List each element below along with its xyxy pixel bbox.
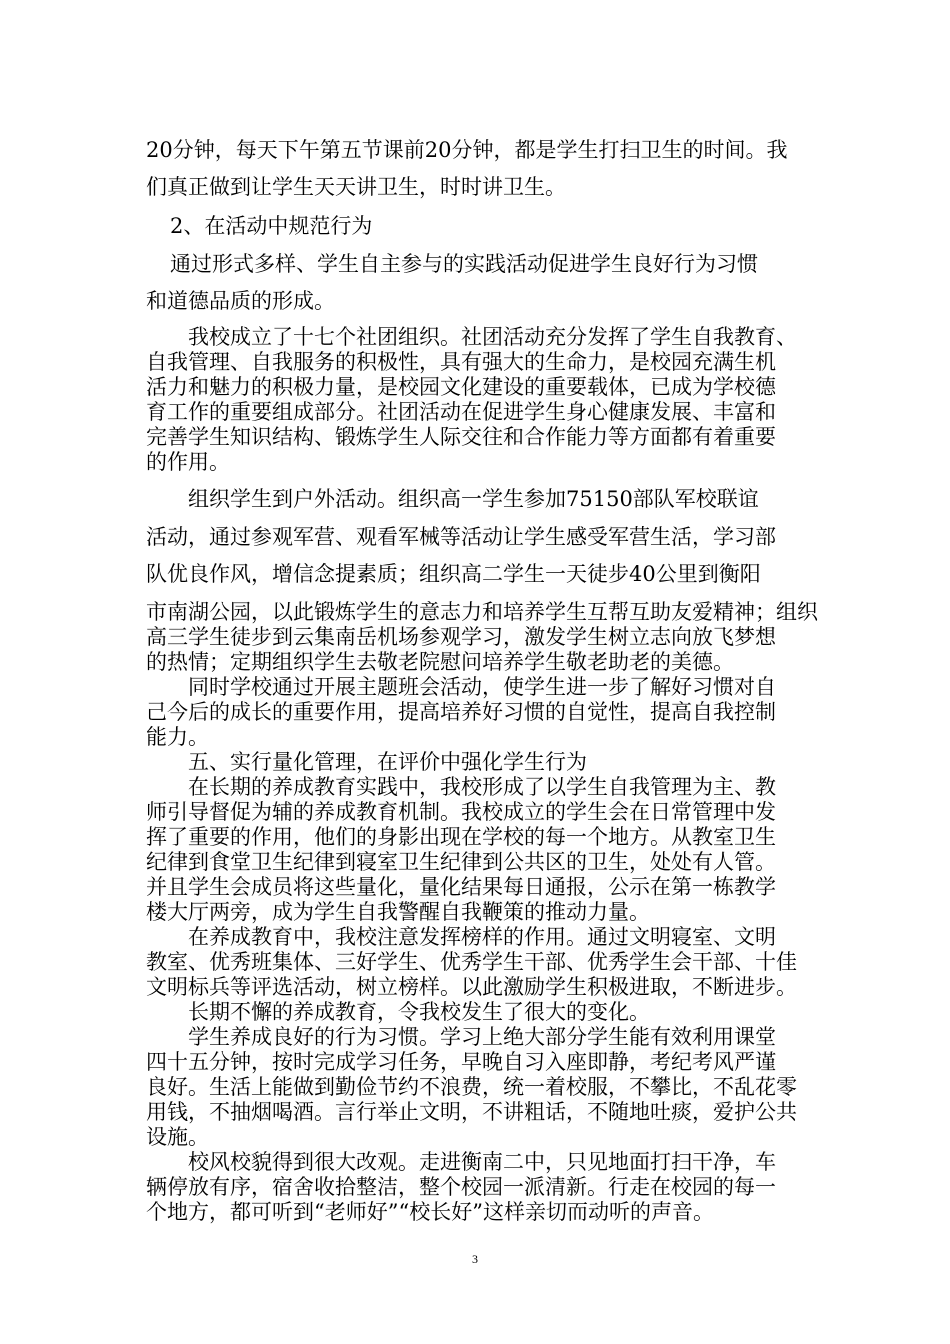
body-text-line: 长期不懈的养成教育，令我校发生了很大的变化。 [188, 1000, 650, 1024]
body-text-line: 我校成立了十七个社团组织。社团活动充分发挥了学生自我教育、 [188, 325, 797, 349]
body-text-line: 纪律到食堂卫生纪律到寝室卫生纪律到公共区的卫生，处处有人管。 [146, 850, 776, 874]
body-text-line: 己今后的成长的重要作用，提高培养好习惯的自觉性，提高自我控制 [146, 700, 776, 724]
body-text-line: 同时学校通过开展主题班会活动，使学生进一步了解好习惯对自 [188, 675, 776, 699]
body-text-line: 的作用。 [146, 450, 230, 474]
body-text-line: 20分钟，每天下午第五节课前20分钟，都是学生打扫卫生的时间。我 [146, 138, 788, 162]
body-text-line: 和道德品质的形成。 [146, 289, 335, 313]
body-text-line: 校风校貌得到很大改观。走进衡南二中，只见地面打扫干净，车 [188, 1150, 776, 1174]
body-text-line: 并且学生会成员将这些量化，量化结果每日通报，公示在第一栋教学 [146, 875, 776, 899]
body-text-line: 个地方，都可听到“老师好”“校长好”这样亲切而动听的声音。 [146, 1200, 714, 1224]
body-text-line: 自我管理、自我服务的积极性，具有强大的生命力，是校园充满生机 [146, 350, 776, 374]
section-heading: 2、在活动中规范行为 [170, 214, 373, 238]
body-text-line: 学生养成良好的行为习惯。学习上绝大部分学生能有效利用课堂 [188, 1025, 776, 1049]
body-text-line: 育工作的重要组成部分。社团活动在促进学生身心健康发展、丰富和 [146, 400, 776, 424]
body-text-line: 们真正做到让学生天天讲卫生，时时讲卫生。 [146, 175, 566, 199]
body-text-line: 在养成教育中，我校注意发挥榜样的作用。通过文明寝室、文明 [188, 925, 776, 949]
body-text-line: 辆停放有序，宿舍收拾整洁，整个校园一派清新。行走在校园的每一 [146, 1175, 776, 1199]
body-text-line: 完善学生知识结构、锻炼学生人际交往和合作能力等方面都有着重要 [146, 425, 776, 449]
body-text-line: 设施。 [146, 1125, 209, 1149]
body-text-line: 教室、优秀班集体、三好学生、优秀学生干部、优秀学生会干部、十佳 [146, 950, 797, 974]
body-text-line: 组织学生到户外活动。组织高一学生参加75150部队军校联谊 [188, 487, 759, 511]
body-text-line: 师引导督促为辅的养成教育机制。我校成立的学生会在日常管理中发 [146, 800, 776, 824]
section-heading: 五、实行量化管理，在评价中强化学生行为 [188, 750, 587, 774]
page-number: 3 [472, 1252, 478, 1266]
body-text-line: 文明标兵等评选活动，树立榜样。以此激励学生积极进取，不断进步。 [146, 975, 797, 999]
body-text-line: 挥了重要的作用，他们的身影出现在学校的每一个地方。从教室卫生 [146, 825, 776, 849]
body-text-line: 用钱，不抽烟喝酒。言行举止文明，不讲粗话，不随地吐痰，爱护公共 [146, 1100, 797, 1124]
body-text-line: 高三学生徒步到云集南岳机场参观学习，激发学生树立志向放飞梦想 [146, 625, 776, 649]
body-text-line: 队优良作风，增信念提素质；组织高二学生一天徒步40公里到衡阳 [146, 562, 761, 586]
body-text-line: 活动，通过参观军营、观看军械等活动让学生感受军营生活，学习部 [146, 525, 776, 549]
body-text-line: 活力和魅力的积极力量，是校园文化建设的重要载体，已成为学校德 [146, 375, 776, 399]
body-text-line: 楼大厅两旁，成为学生自我警醒自我鞭策的推动力量。 [146, 900, 650, 924]
body-text-line: 的热情；定期组织学生去敬老院慰问培养学生敬老助老的美德。 [146, 650, 734, 674]
body-text-line: 能力。 [146, 725, 209, 749]
body-text-line: 四十五分钟，按时完成学习任务，早晚自习入座即静，考纪考风严谨 [146, 1050, 776, 1074]
body-text-line: 通过形式多样、学生自主参与的实践活动促进学生良好行为习惯 [170, 252, 758, 276]
body-text-line: 在长期的养成教育实践中，我校形成了以学生自我管理为主、教 [188, 775, 776, 799]
body-text-line: 市南湖公园，以此锻炼学生的意志力和培养学生互帮互助友爱精神；组织 [146, 600, 818, 624]
body-text-line: 良好。生活上能做到勤俭节约不浪费，统一着校服，不攀比，不乱花零 [146, 1075, 797, 1099]
